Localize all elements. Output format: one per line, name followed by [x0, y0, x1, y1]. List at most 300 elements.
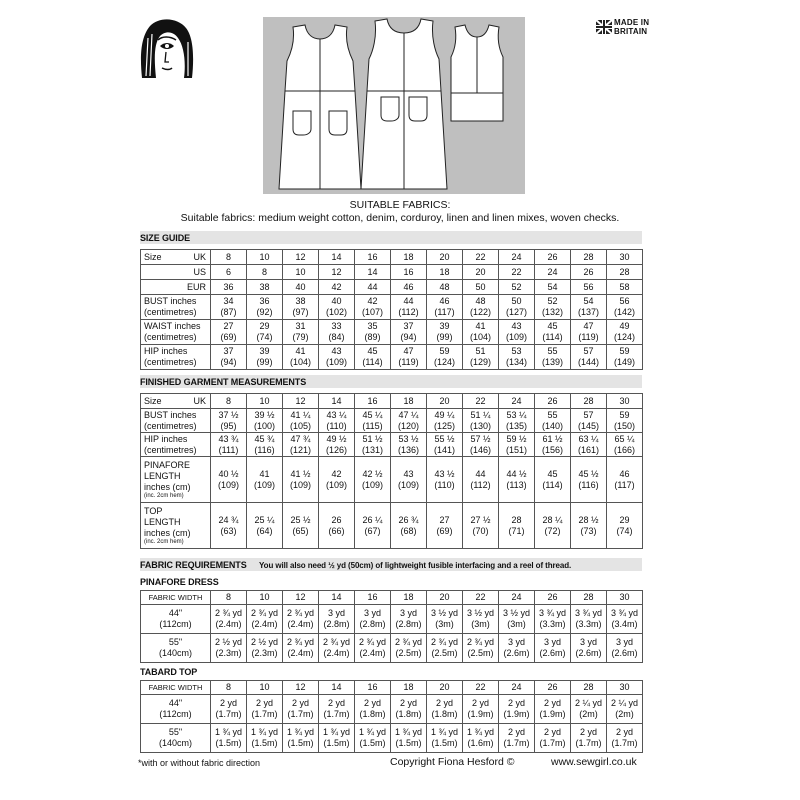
value-cell [355, 634, 391, 663]
value-primary: 25 ½ [290, 514, 311, 525]
value-secondary: (114) [542, 479, 563, 490]
garment-illustration [263, 17, 525, 194]
value-primary: 61 ½ [542, 433, 563, 444]
value-secondary: (144) [577, 357, 599, 367]
value-secondary: (146) [469, 444, 491, 455]
value-cell [355, 503, 391, 549]
fabric-req-title: FABRIC REQUIREMENTS [140, 560, 247, 570]
value-primary: 57 [583, 409, 594, 420]
value-primary: 2 ¾ yd [466, 637, 495, 647]
value-cell [571, 695, 607, 724]
table-cell: 20 [427, 250, 463, 265]
finished-title: FINISHED GARMENT MEASUREMENTS [140, 377, 307, 387]
table-cell: 38 [247, 280, 283, 295]
table-cell: 8 [211, 681, 247, 695]
value-cell [427, 433, 463, 457]
value-secondary: (107) [361, 307, 383, 317]
value-primary: 49 ½ [326, 433, 347, 444]
value-cell [319, 605, 355, 634]
table-cell: 10 [247, 394, 283, 409]
table-cell: 6 [211, 265, 247, 280]
value-secondary: (132) [541, 307, 563, 317]
table-cell: 12 [319, 265, 355, 280]
value-cell [391, 320, 427, 345]
value-secondary: (129) [469, 357, 491, 367]
value-cell [355, 320, 391, 345]
value-cell [355, 605, 391, 634]
table-cell: 26 [571, 265, 607, 280]
finished-table [140, 393, 643, 549]
value-primary: 1 ¾ yd [286, 727, 315, 737]
table-cell: 10 [247, 681, 283, 695]
value-cell [535, 724, 571, 753]
value-primary: 39 [259, 346, 270, 356]
table-row [141, 681, 643, 695]
value-cell [463, 409, 499, 433]
table-cell: 14 [319, 591, 355, 605]
size-label: Size [144, 251, 162, 262]
table-cell: EUR [141, 280, 211, 295]
value-secondary: (136) [397, 444, 419, 455]
value-cell [391, 457, 427, 503]
value-secondary: (69) [436, 525, 453, 536]
value-cell [499, 695, 535, 724]
value-primary: 1 ¾ yd [322, 727, 351, 737]
value-cell [391, 345, 427, 370]
value-secondary: (116) [578, 479, 599, 490]
table-cell: 28 [571, 394, 607, 409]
value-cell [463, 320, 499, 345]
size-label: Size [144, 395, 162, 406]
union-flag-icon [596, 20, 612, 34]
row-label-line: 44" [168, 608, 183, 618]
sewgirl-logo [138, 18, 196, 80]
value-cell [463, 503, 499, 549]
table-cell: 36 [211, 280, 247, 295]
value-cell [283, 345, 319, 370]
value-cell [355, 409, 391, 433]
value-cell [607, 433, 643, 457]
value-secondary: (135) [505, 420, 527, 431]
value-primary: 57 ½ [470, 433, 491, 444]
row-label [141, 345, 211, 370]
value-cell [211, 409, 247, 433]
value-cell [463, 695, 499, 724]
value-cell [463, 295, 499, 320]
value-primary: 45 [547, 321, 558, 331]
table-cell: 46 [391, 280, 427, 295]
table-cell: 26 [535, 591, 571, 605]
uk-label: UK [193, 395, 206, 406]
value-primary: 54 [583, 296, 594, 306]
value-secondary: (114) [362, 357, 383, 367]
size-guide-title: SIZE GUIDE [140, 233, 191, 243]
value-primary: 37 [403, 321, 414, 331]
value-cell [571, 605, 607, 634]
value-cell [535, 409, 571, 433]
value-cell [319, 503, 355, 549]
value-cell [283, 320, 319, 345]
value-primary: 3 ¾ yd [610, 608, 639, 618]
value-primary: 51 [475, 346, 486, 356]
row-label-line: 55" [168, 727, 183, 737]
value-secondary: (97) [292, 307, 309, 317]
value-primary: 49 ¼ [434, 409, 455, 420]
value-cell [535, 503, 571, 549]
value-primary: 26 ¾ [398, 514, 419, 525]
table-cell: 28 [571, 250, 607, 265]
value-secondary: (2.4m) [323, 648, 350, 658]
value-cell [499, 320, 535, 345]
value-primary: 37 [223, 346, 234, 356]
value-secondary: (109) [253, 479, 275, 490]
row-label-line: TOP [144, 505, 163, 516]
tabard-top-title: TABARD TOP [140, 667, 198, 677]
value-secondary: (141) [433, 444, 455, 455]
value-cell [535, 345, 571, 370]
value-secondary: (2.4m) [215, 619, 242, 629]
value-primary: 1 ¾ yd [214, 727, 243, 737]
value-cell [499, 433, 535, 457]
value-cell [535, 605, 571, 634]
value-primary: 2 yd [363, 698, 381, 708]
table-cell: 16 [355, 250, 391, 265]
table-cell: 22 [463, 394, 499, 409]
value-secondary: (2.4m) [359, 648, 386, 658]
value-secondary: (2.3m) [251, 648, 278, 658]
value-secondary: (84) [328, 332, 345, 342]
value-cell [211, 457, 247, 503]
value-secondary: (1.7m) [611, 738, 638, 748]
row-label-line: (140cm) [158, 738, 192, 748]
value-primary: 43 ¼ [326, 409, 347, 420]
table-cell: 58 [607, 280, 643, 295]
value-primary: 40 ½ [218, 468, 239, 479]
value-secondary: (1.5m) [251, 738, 278, 748]
row-label [141, 433, 211, 457]
value-secondary: (109) [505, 332, 527, 342]
value-secondary: (1.5m) [395, 738, 422, 748]
value-primary: 41 [475, 321, 486, 331]
value-secondary: (1.5m) [359, 738, 386, 748]
row-label [141, 695, 211, 724]
value-primary: 28 ¼ [542, 514, 563, 525]
value-secondary: (111) [218, 444, 239, 455]
value-secondary: (117) [434, 307, 455, 317]
value-secondary: (113) [506, 479, 527, 490]
row-label [141, 295, 211, 320]
table-cell: 24 [499, 250, 535, 265]
value-cell [247, 433, 283, 457]
value-secondary: (2.5m) [467, 648, 494, 658]
value-cell [607, 503, 643, 549]
value-primary: 51 ¼ [470, 409, 491, 420]
table-cell: 24 [499, 394, 535, 409]
table-cell: 12 [283, 394, 319, 409]
table-cell: 12 [283, 250, 319, 265]
table-cell: 24 [499, 681, 535, 695]
row-label-line: (centimetres) [144, 357, 197, 367]
value-primary: 47 ¼ [398, 409, 419, 420]
value-secondary: (3.4m) [611, 619, 638, 629]
value-cell [319, 345, 355, 370]
row-label [141, 503, 211, 549]
value-cell [571, 295, 607, 320]
value-primary: 59 ½ [506, 433, 527, 444]
table-cell: 18 [427, 265, 463, 280]
value-primary: 27 ½ [470, 514, 491, 525]
value-cell [211, 634, 247, 663]
value-secondary: (2.4m) [287, 648, 314, 658]
table-cell: 28 [571, 591, 607, 605]
value-primary: 57 [583, 346, 594, 356]
value-cell [391, 503, 427, 549]
value-primary: 55 ½ [434, 433, 455, 444]
value-primary: 2 ¾ yd [214, 608, 243, 618]
value-primary: 3 yd [399, 608, 417, 618]
table-cell: 20 [427, 394, 463, 409]
value-primary: 40 [331, 296, 342, 306]
table-cell: 22 [463, 250, 499, 265]
value-cell [319, 695, 355, 724]
row-label-line: (inc. 2cm hem) [144, 492, 184, 499]
value-primary: 2 yd [255, 698, 273, 708]
value-primary: 2 ¾ yd [286, 608, 315, 618]
value-secondary: (110) [434, 479, 455, 490]
table-cell: 8 [247, 265, 283, 280]
value-primary: 52 [547, 296, 558, 306]
value-cell [607, 320, 643, 345]
row-label-line: (centimetres) [144, 332, 197, 342]
britain-text: BRITAIN [614, 27, 648, 36]
value-primary: 3 ½ yd [430, 608, 459, 618]
made-in-britain-badge [596, 18, 658, 38]
value-secondary: (72) [544, 525, 561, 536]
value-primary: 50 [511, 296, 522, 306]
value-secondary: (109) [217, 479, 239, 490]
value-secondary: (1.7m) [539, 738, 566, 748]
value-secondary: (125) [433, 420, 455, 431]
value-cell [355, 433, 391, 457]
value-primary: 3 ¾ yd [574, 608, 603, 618]
value-cell [391, 409, 427, 433]
value-secondary: (105) [289, 420, 311, 431]
value-secondary: (2.5m) [431, 648, 458, 658]
table-cell: 10 [247, 250, 283, 265]
value-primary: 44 ½ [506, 468, 527, 479]
value-primary: 3 yd [327, 608, 345, 618]
table-cell: 26 [535, 681, 571, 695]
value-primary: 2 ¾ yd [358, 637, 387, 647]
value-cell [247, 724, 283, 753]
value-primary: 45 ¾ [254, 433, 275, 444]
value-cell [607, 457, 643, 503]
value-secondary: (3m) [435, 619, 454, 629]
table-row [141, 605, 643, 634]
value-secondary: (1.5m) [287, 738, 314, 748]
value-secondary: (1.7m) [251, 709, 278, 719]
value-secondary: (63) [220, 525, 237, 536]
size-guide-table [140, 249, 643, 370]
table-cell: 12 [283, 681, 319, 695]
value-secondary: (95) [220, 420, 237, 431]
value-cell [499, 634, 535, 663]
value-cell [535, 433, 571, 457]
value-secondary: (1.9m) [467, 709, 494, 719]
copyright: Copyright Fiona Hesford © [390, 756, 515, 768]
value-cell [427, 634, 463, 663]
value-primary: 2 yd [543, 727, 561, 737]
value-primary: 45 [367, 346, 378, 356]
value-secondary: (1.9m) [503, 709, 530, 719]
value-cell [391, 433, 427, 457]
value-cell [391, 724, 427, 753]
value-cell [535, 695, 571, 724]
value-cell [571, 724, 607, 753]
value-secondary: (130) [469, 420, 491, 431]
value-cell [211, 503, 247, 549]
row-label-line: HIP inches [144, 346, 188, 356]
value-cell [463, 724, 499, 753]
value-cell [319, 433, 355, 457]
value-cell [463, 433, 499, 457]
value-secondary: (68) [400, 525, 417, 536]
value-secondary: (140) [541, 420, 563, 431]
value-secondary: (1.7m) [503, 738, 530, 748]
row-label [141, 605, 211, 634]
website-url[interactable]: www.sewgirl.co.uk [551, 756, 637, 768]
table-cell: 8 [211, 394, 247, 409]
value-primary: 31 [295, 321, 306, 331]
value-primary: 2 yd [579, 727, 597, 737]
value-secondary: (104) [469, 332, 491, 342]
value-secondary: (2.8m) [395, 619, 422, 629]
value-primary: 25 ¼ [254, 514, 275, 525]
value-secondary: (117) [614, 479, 635, 490]
value-primary: 3 ½ yd [502, 608, 531, 618]
value-secondary: (109) [289, 479, 311, 490]
value-primary: 46 [619, 468, 630, 479]
value-secondary: (124) [433, 357, 455, 367]
value-primary: 49 [619, 321, 630, 331]
value-secondary: (2.8m) [323, 619, 350, 629]
value-secondary: (2.8m) [359, 619, 386, 629]
value-primary: 43 [331, 346, 342, 356]
value-secondary: (92) [256, 307, 273, 317]
value-secondary: (73) [580, 525, 597, 536]
value-cell [319, 320, 355, 345]
value-primary: 2 ¾ yd [286, 637, 315, 647]
value-cell [355, 295, 391, 320]
value-secondary: (114) [542, 332, 563, 342]
row-label-line: WAIST inches [144, 321, 201, 331]
row-label-line: BUST inches [144, 409, 197, 420]
value-primary: 26 [331, 514, 342, 525]
value-primary: 1 ¾ yd [430, 727, 459, 737]
value-cell [391, 695, 427, 724]
value-cell [247, 503, 283, 549]
table-cell: 30 [607, 250, 643, 265]
table-row [141, 295, 643, 320]
table-cell: 14 [355, 265, 391, 280]
value-primary: 43 ¾ [218, 433, 239, 444]
table-cell: 18 [391, 591, 427, 605]
table-cell: 24 [535, 265, 571, 280]
value-cell [427, 345, 463, 370]
value-cell [247, 457, 283, 503]
value-cell [319, 457, 355, 503]
table-cell: 50 [463, 280, 499, 295]
value-primary: 45 ¼ [362, 409, 383, 420]
value-cell [499, 295, 535, 320]
value-primary: 48 [475, 296, 486, 306]
value-primary: 53 [511, 346, 522, 356]
value-primary: 42 [331, 468, 342, 479]
value-cell [247, 345, 283, 370]
table-row [141, 409, 643, 433]
value-primary: 33 [331, 321, 342, 331]
row-label-line: HIP inches [144, 433, 188, 444]
pinafore-fabric-table [140, 590, 643, 663]
value-cell [499, 457, 535, 503]
value-cell [319, 409, 355, 433]
table-cell: 20 [463, 265, 499, 280]
value-primary: 3 yd [615, 637, 633, 647]
row-label-line: 44" [168, 698, 183, 708]
value-primary: 47 ¾ [290, 433, 311, 444]
value-secondary: (79) [292, 332, 309, 342]
value-secondary: (65) [292, 525, 309, 536]
value-cell [463, 457, 499, 503]
value-primary: 39 [439, 321, 450, 331]
value-cell [283, 695, 319, 724]
value-primary: 2 yd [291, 698, 309, 708]
value-secondary: (112) [398, 307, 419, 317]
table-cell: 22 [463, 681, 499, 695]
value-secondary: (1.7m) [323, 709, 350, 719]
value-cell [535, 320, 571, 345]
row-label-line: (112cm) [159, 709, 192, 719]
value-primary: 3 yd [543, 637, 561, 647]
value-secondary: (104) [289, 357, 311, 367]
table-row [141, 265, 643, 280]
value-cell [319, 634, 355, 663]
value-secondary: (2.4m) [287, 619, 314, 629]
value-primary: 27 [223, 321, 234, 331]
value-secondary: (142) [613, 307, 635, 317]
table-cell [141, 250, 211, 265]
value-primary: 53 ½ [398, 433, 419, 444]
value-cell [283, 457, 319, 503]
value-cell [427, 409, 463, 433]
value-primary: 41 [295, 346, 306, 356]
table-cell: 14 [319, 394, 355, 409]
table-cell: 26 [535, 250, 571, 265]
value-cell [463, 345, 499, 370]
value-secondary: (149) [613, 357, 635, 367]
uk-label: UK [193, 251, 206, 262]
value-cell [391, 605, 427, 634]
value-cell [247, 605, 283, 634]
table-row [141, 394, 643, 409]
value-primary: 28 ½ [578, 514, 599, 525]
value-primary: 43 [403, 468, 414, 479]
value-cell [391, 295, 427, 320]
value-secondary: (1.8m) [395, 709, 422, 719]
value-secondary: (3.3m) [575, 619, 602, 629]
table-cell: 18 [391, 394, 427, 409]
value-secondary: (109) [361, 479, 383, 490]
